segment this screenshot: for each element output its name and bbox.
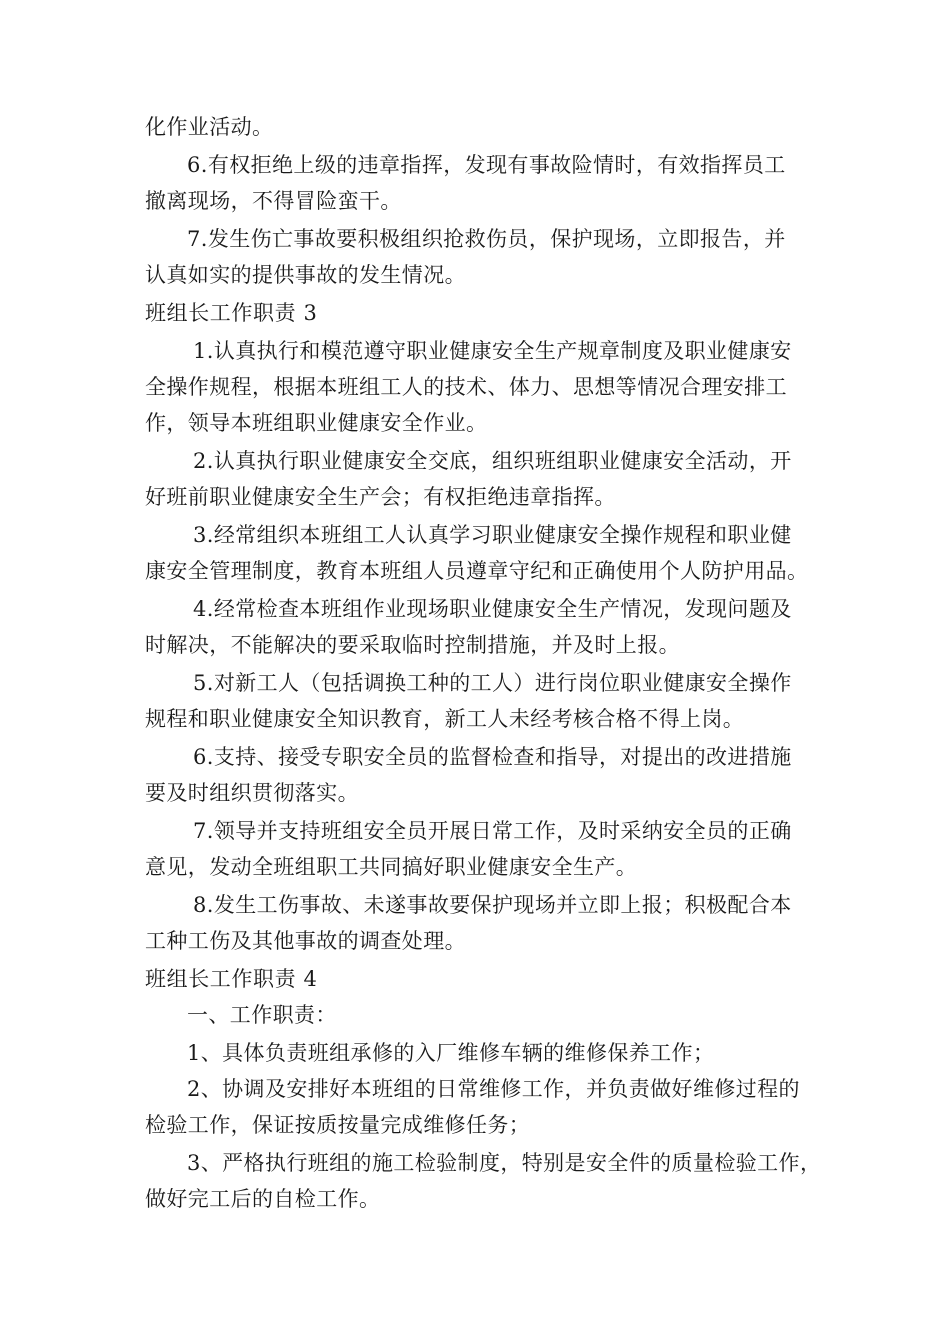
text-line: 全操作规程，根据本班组工人的技术、体力、思想等情况合理安排工 — [145, 375, 787, 399]
text-line: 时解决，不能解决的要采取临时控制措施，并及时上报。 — [145, 633, 680, 657]
text-line: 做好完工后的自检工作。 — [145, 1187, 381, 1211]
text-line: 认真如实的提供事故的发生情况。 — [145, 263, 466, 287]
text-line: 康安全管理制度，教育本班组人员遵章守纪和正确使用个人防护用品。 — [145, 559, 809, 583]
text-line: 好班前职业健康安全生产会；有权拒绝违章指挥。 — [145, 485, 616, 509]
subsection-heading: 一、工作职责： — [187, 1003, 337, 1027]
text-line: 3.经常组织本班组工人认真学习职业健康安全操作规程和职业健 — [193, 523, 792, 547]
text-line: 化作业活动。 — [145, 115, 274, 139]
text-line: 2、协调及安排好本班组的日常维修工作，并负责做好维修过程的 — [187, 1077, 800, 1101]
text-line: 3、严格执行班组的施工检验制度，特别是安全件的质量检验工作， — [187, 1151, 822, 1175]
text-line: 作，领导本班组职业健康安全作业。 — [145, 411, 488, 435]
text-line: 意见，发动全班组职工共同搞好职业健康安全生产。 — [145, 855, 638, 879]
section-heading: 班组长工作职责 4 — [145, 967, 318, 991]
text-line: 撤离现场，不得冒险蛮干。 — [145, 189, 402, 213]
section-heading: 班组长工作职责 3 — [145, 301, 318, 325]
text-line: 检验工作，保证按质按量完成维修任务； — [145, 1113, 531, 1137]
text-line: 8.发生工伤事故、未遂事故要保护现场并立即上报；积极配合本 — [193, 893, 792, 917]
text-line: 6.支持、接受专职安全员的监督检查和指导，对提出的改进措施 — [193, 745, 792, 769]
text-line: 7.领导并支持班组安全员开展日常工作，及时采纳安全员的正确 — [193, 819, 792, 843]
text-line: 规程和职业健康安全知识教育，新工人未经考核合格不得上岗。 — [145, 707, 745, 731]
text-line: 2.认真执行职业健康安全交底，组织班组职业健康安全活动，开 — [193, 449, 792, 473]
text-line: 1、具体负责班组承修的入厂维修车辆的维修保养工作； — [187, 1041, 715, 1065]
text-line: 5.对新工人（包括调换工种的工人）进行岗位职业健康安全操作 — [193, 671, 792, 695]
text-line: 7.发生伤亡事故要积极组织抢救伤员，保护现场，立即报告，并 — [187, 227, 786, 251]
text-line: 工种工伤及其他事故的调查处理。 — [145, 929, 466, 953]
text-line: 4.经常检查本班组作业现场职业健康安全生产情况，发现问题及 — [193, 597, 792, 621]
text-line: 1.认真执行和模范遵守职业健康安全生产规章制度及职业健康安 — [193, 339, 792, 363]
text-line: 6.有权拒绝上级的违章指挥，发现有事故险情时，有效指挥员工 — [187, 153, 786, 177]
text-line: 要及时组织贯彻落实。 — [145, 781, 359, 805]
